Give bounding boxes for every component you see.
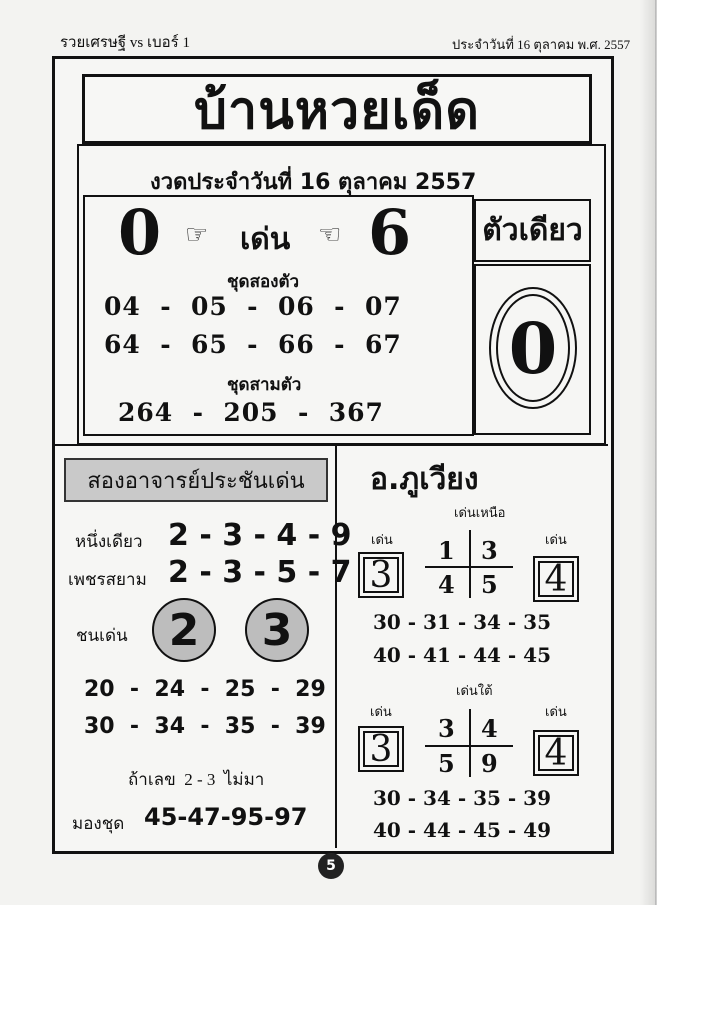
upper-row-2: 40 - 41 - 44 - 45 — [373, 643, 552, 667]
clash-label: ชนเด่น — [76, 626, 128, 645]
watch-label: มองชุด — [72, 814, 125, 833]
lower-grid-cell-2: 4 — [481, 714, 498, 743]
header-publication: รวยเศรษฐี vs เบอร์ 1 — [60, 35, 190, 51]
hand-pointing-right-icon: ☞ — [185, 220, 209, 249]
upper-grid-cell-2: 3 — [481, 536, 498, 565]
featured-digit-right: 6 — [368, 196, 412, 269]
row-digits-2: 2 - 3 - 5 - 7 — [168, 555, 352, 590]
header-date: ประจำวันที่ 16 ตุลาคม พ.ศ. 2557 — [452, 37, 631, 52]
upper-row-1: 30 - 31 - 34 - 35 — [373, 610, 552, 634]
draw-date: งวดประจำวันที่ 16 ตุลาคม 2557 — [150, 170, 477, 195]
lower-row-1: 30 - 34 - 35 - 39 — [373, 786, 552, 810]
condition-note: ถ้าเลข 2 - 3 ไม่มา — [128, 770, 265, 789]
left-panel-title: สองอาจารย์ประชันเด่น — [64, 458, 328, 502]
upper-grid-cell-1: 1 — [438, 536, 455, 565]
three-digit-set-label: ชุดสามตัว — [227, 375, 302, 395]
featured-label: เด่น — [240, 222, 291, 257]
page-edge-shadow — [640, 0, 656, 905]
two-digit-row-2: 64 - 65 - 66 - 67 — [104, 330, 402, 359]
single-digit-label: ตัวเดียว — [474, 199, 591, 262]
lower-right-digit: 4 — [533, 730, 579, 776]
pairs-row-1: 20 - 24 - 25 - 29 — [84, 677, 326, 702]
lower-grid-cell-3: 5 — [438, 749, 455, 778]
section-divider-vertical — [335, 446, 337, 848]
two-digit-row-1: 04 - 05 - 06 - 07 — [104, 292, 402, 321]
lower-grid-vertical — [469, 709, 471, 777]
clash-digit-2: 3 — [245, 598, 309, 662]
row-digits-1: 2 - 3 - 4 - 9 — [168, 518, 352, 553]
upper-left-digit: 3 — [358, 552, 404, 598]
lower-label: เด่นใต้ — [456, 683, 493, 698]
upper-label: เด่นเหนือ — [454, 505, 506, 520]
lower-grid-cell-4: 9 — [481, 749, 498, 778]
hand-pointing-left-icon: ☞ — [318, 220, 342, 249]
lower-grid-cell-1: 3 — [438, 714, 455, 743]
featured-digit-left: 0 — [118, 196, 162, 269]
two-digit-set-label: ชุดสองตัว — [227, 272, 300, 292]
lower-row-2: 40 - 44 - 45 - 49 — [373, 818, 552, 842]
upper-grid-cell-3: 4 — [438, 570, 455, 599]
upper-right-digit: 4 — [533, 556, 579, 602]
right-panel-title: อ.ภูเวียง — [370, 462, 479, 497]
three-digit-row: 264 - 205 - 367 — [118, 398, 384, 427]
upper-grid-vertical — [469, 530, 471, 598]
row-label-2: เพชรสยาม — [68, 570, 147, 589]
watch-value: 45-47-95-97 — [144, 803, 308, 831]
lower-left-digit: 3 — [358, 726, 404, 772]
row-label-1: หนึ่งเดียว — [75, 532, 143, 551]
lower-right-side-label: เด่น — [545, 704, 567, 719]
section-divider-horizontal — [54, 444, 608, 446]
single-digit-value: 0 — [496, 294, 570, 402]
upper-left-side-label: เด่น — [371, 532, 393, 547]
page-title: บ้านหวยเด็ด — [82, 74, 592, 144]
upper-grid-cell-4: 5 — [481, 570, 498, 599]
upper-right-side-label: เด่น — [545, 532, 567, 547]
pairs-row-2: 30 - 34 - 35 - 39 — [84, 714, 326, 739]
clash-digit-1: 2 — [152, 598, 216, 662]
page-number: 5 — [318, 853, 344, 879]
lower-left-side-label: เด่น — [370, 704, 392, 719]
